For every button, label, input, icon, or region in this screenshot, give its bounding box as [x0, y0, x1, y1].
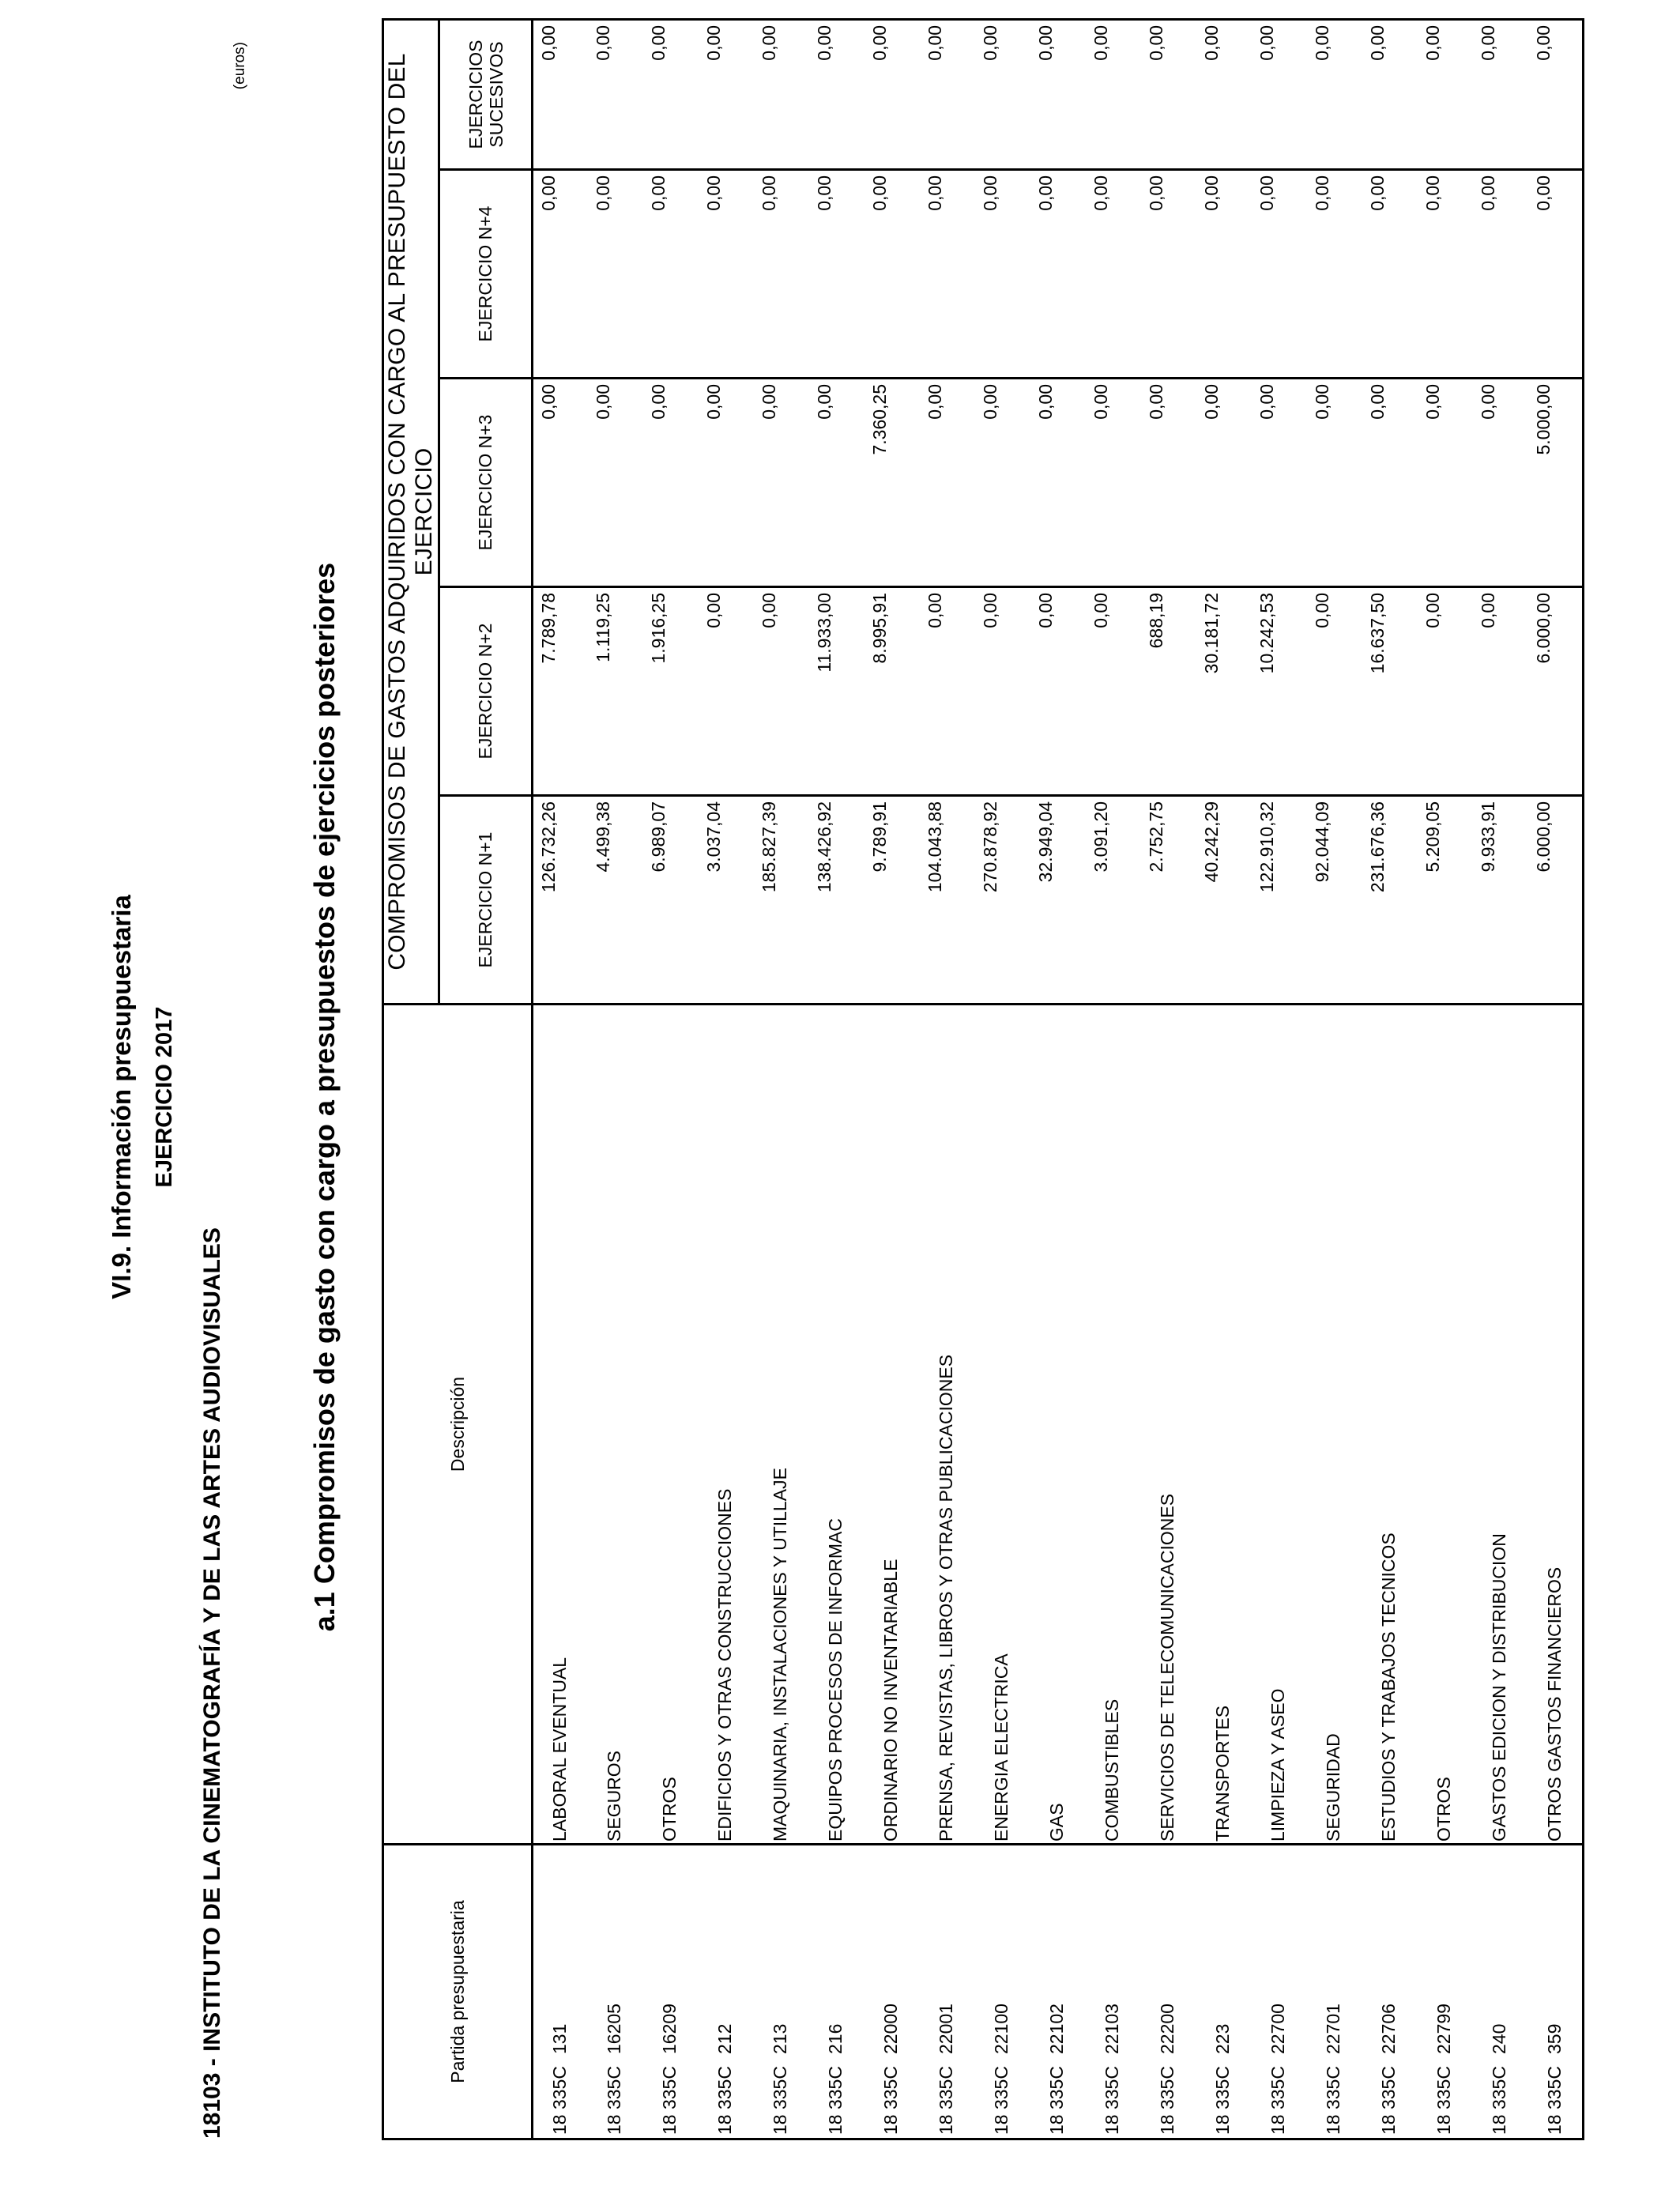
subconcepto-code: 213 — [769, 2023, 790, 2054]
ejercicio-n3-cell: 0,00 — [643, 379, 699, 587]
ejercicio-n3-cell: 0,00 — [1141, 379, 1196, 587]
table-row — [588, 19, 643, 2139]
col-header-n2: EJERCICIO N+2 — [439, 587, 533, 796]
partida-cell — [920, 1845, 975, 2139]
partida-cell — [1528, 1845, 1584, 2139]
subconcepto-code: 216 — [824, 2023, 846, 2054]
table-row — [699, 19, 754, 2139]
partida-cell — [975, 1845, 1030, 2139]
ejercicio-n1-cell: 9.933,91 — [1473, 796, 1528, 1005]
ejercicio-n3-cell: 0,00 — [1086, 379, 1141, 587]
sucesivos-cell: 0,00 — [1528, 19, 1584, 169]
partida-cell — [754, 1845, 809, 2139]
ejercicio-n1-cell: 231.676,36 — [1362, 796, 1418, 1005]
ejercicio-n1-cell: 126.732,26 — [533, 796, 588, 1005]
table-row — [1473, 19, 1528, 2139]
table-header — [383, 19, 533, 2139]
ejercicio-n3-cell: 0,00 — [754, 379, 809, 587]
descripcion-cell: PRENSA, REVISTAS, LIBROS Y OTRAS PUBLICACIONES — [920, 1005, 975, 1845]
ejercicio-n4-cell: 0,00 — [809, 170, 864, 379]
sucesivos-cell: 0,00 — [864, 19, 920, 169]
ejercicio-n1-cell: 6.000,00 — [1528, 796, 1584, 1005]
table-row — [920, 19, 975, 2139]
ejercicio-n2-cell: 688,19 — [1141, 587, 1196, 796]
ejercicio-n4-cell: 0,00 — [1252, 170, 1307, 379]
ejercicio-n2-cell: 0,00 — [754, 587, 809, 796]
ejercicio-n4-cell: 0,00 — [1473, 170, 1528, 379]
ejercicio-n2-cell: 7.789,78 — [533, 587, 588, 796]
programa-code: 18 335C — [1543, 2066, 1565, 2135]
ejercicio-n1-cell: 122.910,32 — [1252, 796, 1307, 1005]
descripcion-cell: SEGURIDAD — [1307, 1005, 1362, 1845]
ejercicio-n4-cell: 0,00 — [1196, 170, 1252, 379]
ejercicio-n1-cell: 138.426,92 — [809, 796, 864, 1005]
partida-cell — [1141, 1845, 1196, 2139]
table-row — [1196, 19, 1252, 2139]
ejercicio-n3-cell: 5.000,00 — [1528, 379, 1584, 587]
ejercicio-n2-cell: 6.000,00 — [1528, 587, 1584, 796]
sucesivos-cell: 0,00 — [1086, 19, 1141, 169]
subconcepto-code: 22100 — [990, 2004, 1011, 2054]
ejercicio-n4-cell: 0,00 — [920, 170, 975, 379]
ejercicio-n3-cell: 0,00 — [1196, 379, 1252, 587]
programa-code: 18 335C — [935, 2066, 956, 2135]
commitments-table — [382, 18, 1584, 2140]
table-row — [533, 19, 588, 2139]
partida-cell — [1307, 1845, 1362, 2139]
table-row — [643, 19, 699, 2139]
table-row — [864, 19, 920, 2139]
ejercicio-n4-cell: 0,00 — [1030, 170, 1086, 379]
subconcepto-code: 22799 — [1433, 2004, 1454, 2054]
sucesivos-cell: 0,00 — [809, 19, 864, 169]
sucesivos-cell: 0,00 — [588, 19, 643, 169]
subconcepto-code: 22001 — [935, 2004, 956, 2054]
sucesivos-cell: 0,00 — [1473, 19, 1528, 169]
ejercicio-n2-cell: 11.933,00 — [809, 587, 864, 796]
descripcion-cell: EDIFICIOS Y OTRAS CONSTRUCCIONES — [699, 1005, 754, 1845]
partida-cell — [699, 1845, 754, 2139]
subconcepto-code: 16209 — [658, 2004, 680, 2054]
table-row — [1252, 19, 1307, 2139]
ejercicio-n1-cell: 6.989,07 — [643, 796, 699, 1005]
ejercicio-n1-cell: 40.242,29 — [1196, 796, 1252, 1005]
programa-code: 18 335C — [1156, 2066, 1177, 2135]
subconcepto-code: 16205 — [603, 2004, 624, 2054]
ejercicio-n2-cell: 0,00 — [975, 587, 1030, 796]
table-row — [1528, 19, 1584, 2139]
ejercicio-n2-cell: 16.637,50 — [1362, 587, 1418, 796]
ejercicio-n1-cell: 185.827,39 — [754, 796, 809, 1005]
ejercicio-n1-cell: 4.499,38 — [588, 796, 643, 1005]
ejercicio-n4-cell: 0,00 — [533, 170, 588, 379]
subconcepto-code: 22102 — [1045, 2004, 1067, 2054]
subconcepto-code: 240 — [1488, 2023, 1509, 2054]
ejercicio-n2-cell: 1.916,25 — [643, 587, 699, 796]
ejercicio-n2-cell: 0,00 — [1473, 587, 1528, 796]
col-header-n1: EJERCICIO N+1 — [439, 796, 533, 1005]
ejercicio-n4-cell: 0,00 — [1086, 170, 1141, 379]
table-body — [533, 19, 1584, 2139]
partida-cell — [864, 1845, 920, 2139]
sucesivos-cell: 0,00 — [699, 19, 754, 169]
ejercicio-n4-cell: 0,00 — [864, 170, 920, 379]
sucesivos-cell: 0,00 — [1196, 19, 1252, 169]
sucesivos-cell: 0,00 — [1252, 19, 1307, 169]
ejercicio-n1-cell: 92.044,09 — [1307, 796, 1362, 1005]
sucesivos-cell: 0,00 — [1030, 19, 1086, 169]
table-row — [1030, 19, 1086, 2139]
ejercicio-n1-cell: 3.091,20 — [1086, 796, 1141, 1005]
programa-code: 18 335C — [549, 2066, 570, 2135]
ejercicio-n3-cell: 0,00 — [809, 379, 864, 587]
partida-cell — [533, 1845, 588, 2139]
subconcepto-code: 22000 — [880, 2004, 901, 2054]
programa-code: 18 335C — [1101, 2066, 1122, 2135]
ejercicio-n2-cell: 8.995,91 — [864, 587, 920, 796]
ejercicio-n1-cell: 9.789,91 — [864, 796, 920, 1005]
ejercicio-n3-cell: 0,00 — [588, 379, 643, 587]
sucesivos-cell: 0,00 — [920, 19, 975, 169]
descripcion-cell: SERVICIOS DE TELECOMUNICACIONES — [1141, 1005, 1196, 1845]
descripcion-cell: ESTUDIOS Y TRABAJOS TECNICOS — [1362, 1005, 1418, 1845]
entity-name: 18103 - INSTITUTO DE LA CINEMATOGRAFÍA Y DE LAS ARTES AUDIOVISUALES — [199, 1227, 225, 2139]
partida-cell — [1030, 1845, 1086, 2139]
partida-cell — [809, 1845, 864, 2139]
col-header-n4: EJERCICIO N+4 — [439, 170, 533, 379]
ejercicio-n2-cell: 1.119,25 — [588, 587, 643, 796]
ejercicio-n2-cell: 10.242,53 — [1252, 587, 1307, 796]
programa-code: 18 335C — [1488, 2066, 1509, 2135]
descripcion-cell: OTROS GASTOS FINANCIEROS — [1528, 1005, 1584, 1845]
programa-code: 18 335C — [1267, 2066, 1288, 2135]
group-header: COMPROMISOS DE GASTOS ADQUIRIDOS CON CARGO AL PRESUPUESTO DEL EJERCICIO — [383, 19, 439, 1004]
ejercicio-n3-cell: 0,00 — [1030, 379, 1086, 587]
subconcepto-code: 22706 — [1377, 2004, 1399, 2054]
descripcion-cell: ENERGIA ELECTRICA — [975, 1005, 1030, 1845]
sucesivos-cell: 0,00 — [1141, 19, 1196, 169]
ejercicio-n3-cell: 0,00 — [1307, 379, 1362, 587]
partida-cell — [588, 1845, 643, 2139]
sucesivos-cell: 0,00 — [643, 19, 699, 169]
descripcion-cell: LIMPIEZA Y ASEO — [1252, 1005, 1307, 1845]
ejercicio-n4-cell: 0,00 — [1307, 170, 1362, 379]
col-header-sucesivos-line2: SUCESIVOS — [485, 41, 507, 148]
descripcion-cell: COMBUSTIBLES — [1086, 1005, 1141, 1845]
ejercicio-n3-cell: 0,00 — [1418, 379, 1473, 587]
descripcion-cell: GAS — [1030, 1005, 1086, 1845]
units-label: (euros) — [232, 42, 248, 90]
programa-code: 18 335C — [1322, 2066, 1343, 2135]
partida-cell — [1196, 1845, 1252, 2139]
col-header-descripcion: Descripción — [383, 1005, 533, 1845]
col-header-sucesivos-line1: EJERCICIOS — [465, 40, 486, 149]
table-row — [1086, 19, 1141, 2139]
ejercicio-n3-cell: 0,00 — [533, 379, 588, 587]
ejercicio-n3-cell: 0,00 — [1252, 379, 1307, 587]
ejercicio-n4-cell: 0,00 — [1418, 170, 1473, 379]
ejercicio-n2-cell: 0,00 — [920, 587, 975, 796]
ejercicio-n3-cell: 0,00 — [975, 379, 1030, 587]
ejercicio-n1-cell: 5.209,05 — [1418, 796, 1473, 1005]
ejercicio-n1-cell: 270.878,92 — [975, 796, 1030, 1005]
subconcepto-code: 223 — [1211, 2023, 1233, 2054]
subconcepto-code: 22700 — [1267, 2004, 1288, 2054]
page-title: VI.9. Información presupuestaria — [107, 895, 136, 1299]
programa-code: 18 335C — [1045, 2066, 1067, 2135]
programa-code: 18 335C — [990, 2066, 1011, 2135]
subconcepto-code: 22103 — [1101, 2004, 1122, 2054]
partida-cell — [1418, 1845, 1473, 2139]
sucesivos-cell: 0,00 — [975, 19, 1030, 169]
table-row — [975, 19, 1030, 2139]
ejercicio-n4-cell: 0,00 — [754, 170, 809, 379]
subconcepto-code: 131 — [549, 2023, 570, 2054]
sucesivos-cell: 0,00 — [1418, 19, 1473, 169]
descripcion-cell: TRANSPORTES — [1196, 1005, 1252, 1845]
ejercicio-n1-cell: 2.752,75 — [1141, 796, 1196, 1005]
ejercicio-n4-cell: 0,00 — [975, 170, 1030, 379]
ejercicio-n2-cell: 30.181,72 — [1196, 587, 1252, 796]
subconcepto-code: 359 — [1543, 2023, 1565, 2054]
table-row — [1307, 19, 1362, 2139]
descripcion-cell: GASTOS EDICION Y DISTRIBUCION — [1473, 1005, 1528, 1845]
descripcion-cell: OTROS — [643, 1005, 699, 1845]
partida-cell — [1362, 1845, 1418, 2139]
subconcepto-code: 22200 — [1156, 2004, 1177, 2054]
ejercicio-n4-cell: 0,00 — [643, 170, 699, 379]
ejercicio-n3-cell: 0,00 — [920, 379, 975, 587]
ejercicio-n4-cell: 0,00 — [1141, 170, 1196, 379]
programa-code: 18 335C — [1377, 2066, 1399, 2135]
ejercicio-n3-cell: 0,00 — [699, 379, 754, 587]
descripcion-cell: MAQUINARIA, INSTALACIONES Y UTILLAJE — [754, 1005, 809, 1845]
subconcepto-code: 22701 — [1322, 2004, 1343, 2054]
section-subtitle: a.1 Compromisos de gasto con cargo a presupuestos de ejercicios posteriores — [308, 562, 341, 1632]
programa-code: 18 335C — [769, 2066, 790, 2135]
ejercicio-n4-cell: 0,00 — [588, 170, 643, 379]
table-row — [1141, 19, 1196, 2139]
ejercicio-n4-cell: 0,00 — [699, 170, 754, 379]
partida-cell — [1252, 1845, 1307, 2139]
ejercicio-n4-cell: 0,00 — [1528, 170, 1584, 379]
ejercicio-n2-cell: 0,00 — [699, 587, 754, 796]
partida-cell — [1086, 1845, 1141, 2139]
descripcion-cell: EQUIPOS PROCESOS DE INFORMAC — [809, 1005, 864, 1845]
ejercicio-n1-cell: 104.043,88 — [920, 796, 975, 1005]
ejercicio-n3-cell: 0,00 — [1473, 379, 1528, 587]
ejercicio-n4-cell: 0,00 — [1362, 170, 1418, 379]
sucesivos-cell: 0,00 — [1307, 19, 1362, 169]
table-row — [809, 19, 864, 2139]
ejercicio-n3-cell: 7.360,25 — [864, 379, 920, 587]
descripcion-cell: ORDINARIO NO INVENTARIABLE — [864, 1005, 920, 1845]
programa-code: 18 335C — [1211, 2066, 1233, 2135]
ejercicio-n1-cell: 3.037,04 — [699, 796, 754, 1005]
table-row — [1418, 19, 1473, 2139]
ejercicio-n2-cell: 0,00 — [1418, 587, 1473, 796]
ejercicio-n1-cell: 32.949,04 — [1030, 796, 1086, 1005]
descripcion-cell: SEGUROS — [588, 1005, 643, 1845]
descripcion-cell: OTROS — [1418, 1005, 1473, 1845]
col-header-partida: Partida presupuestaria — [383, 1845, 533, 2139]
table-row — [754, 19, 809, 2139]
ejercicio-n2-cell: 0,00 — [1086, 587, 1141, 796]
programa-code: 18 335C — [824, 2066, 846, 2135]
col-header-sucesivos — [439, 19, 533, 169]
descripcion-cell: LABORAL EVENTUAL — [533, 1005, 588, 1845]
sucesivos-cell: 0,00 — [754, 19, 809, 169]
ejercicio-n2-cell: 0,00 — [1307, 587, 1362, 796]
programa-code: 18 335C — [714, 2066, 735, 2135]
partida-cell — [643, 1845, 699, 2139]
programa-code: 18 335C — [880, 2066, 901, 2135]
fiscal-year: EJERCICIO 2017 — [152, 1006, 177, 1188]
sucesivos-cell: 0,00 — [1362, 19, 1418, 169]
col-header-n3: EJERCICIO N+3 — [439, 379, 533, 587]
programa-code: 18 335C — [658, 2066, 680, 2135]
programa-code: 18 335C — [603, 2066, 624, 2135]
subconcepto-code: 212 — [714, 2023, 735, 2054]
partida-cell — [1473, 1845, 1528, 2139]
ejercicio-n3-cell: 0,00 — [1362, 379, 1418, 587]
ejercicio-n2-cell: 0,00 — [1030, 587, 1086, 796]
sucesivos-cell: 0,00 — [533, 19, 588, 169]
programa-code: 18 335C — [1433, 2066, 1454, 2135]
table-row — [1362, 19, 1418, 2139]
